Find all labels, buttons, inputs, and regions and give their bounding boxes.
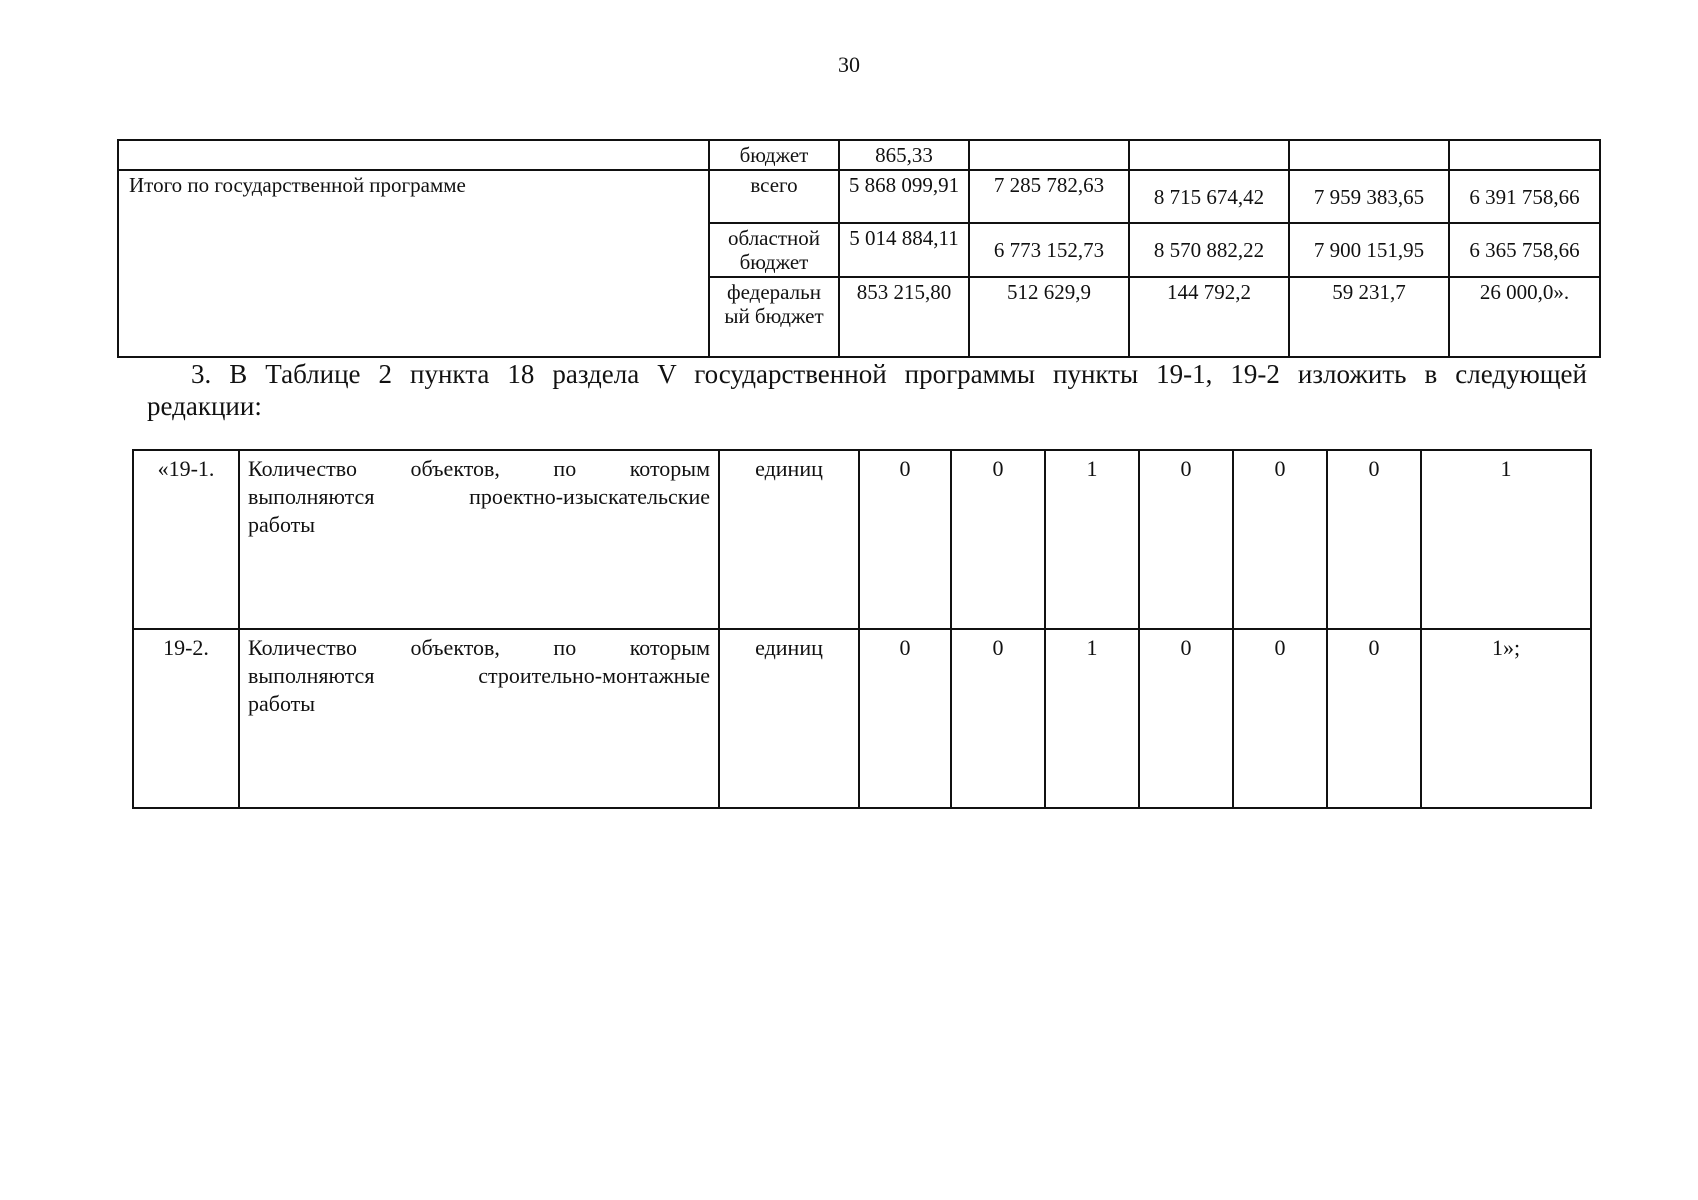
unit-cell: единиц — [719, 629, 859, 808]
value-cell: 26 000,0». — [1449, 277, 1600, 357]
value-cell: 59 231,7 — [1289, 277, 1449, 357]
value-cell: 512 629,9 — [969, 277, 1129, 357]
value-cell: 1 — [1045, 629, 1139, 808]
indicator-description-cell — [239, 450, 719, 629]
value-cell — [969, 140, 1129, 170]
value-cell: 8 570 882,22 — [1129, 223, 1289, 277]
value-cell: 6 365 758,66 — [1449, 223, 1600, 277]
total-label-cell: Итого по государственной программе — [118, 170, 709, 357]
value-cell: 5 014 884,11 — [839, 223, 969, 277]
value-cell: 1 — [1421, 450, 1591, 629]
value-cell: 0 — [951, 450, 1045, 629]
value-cell: 0 — [859, 629, 951, 808]
value-cell: 7 285 782,63 — [969, 170, 1129, 223]
value-cell: 6 773 152,73 — [969, 223, 1129, 277]
paragraph-line: редакции: — [147, 391, 262, 421]
value-cell: 0 — [1327, 629, 1421, 808]
value-cell: 0 — [1233, 629, 1327, 808]
table-row — [133, 629, 1591, 808]
funding-table — [117, 139, 1601, 358]
item-number-cell: 19-2. — [133, 629, 239, 808]
value-cell: 6 391 758,66 — [1449, 170, 1600, 223]
description-line: выполняются строительно-монтажные — [248, 663, 710, 688]
value-cell: 1»; — [1421, 629, 1591, 808]
unit-cell: единиц — [719, 450, 859, 629]
description-line: выполняются проектно-изыскательские — [248, 484, 710, 509]
value-cell: 7 959 383,65 — [1289, 170, 1449, 223]
value-cell: 1 — [1045, 450, 1139, 629]
description-line: работы — [248, 691, 316, 716]
value-cell: 865,33 — [839, 140, 969, 170]
funding-type-cell: всего — [709, 170, 839, 223]
page-number: 30 — [838, 52, 860, 77]
funding-type-cell: бюджет — [709, 140, 839, 170]
funding-type-cell: областной бюджет — [709, 223, 839, 277]
value-cell: 7 900 151,95 — [1289, 223, 1449, 277]
value-cell: 0 — [951, 629, 1045, 808]
table-row — [118, 170, 1600, 223]
funding-type-cell: федеральн ый бюджет — [709, 277, 839, 357]
value-cell — [1449, 140, 1600, 170]
value-cell: 0 — [1139, 450, 1233, 629]
value-cell: 853 215,80 — [839, 277, 969, 357]
table-row — [118, 140, 1600, 170]
description-line: работы — [248, 512, 316, 537]
paragraph-line: 3. В Таблице 2 пункта 18 раздела V государственной программы пункты 19-1, 19-2 изложить в следующей — [191, 359, 1587, 389]
value-cell: 144 792,2 — [1129, 277, 1289, 357]
value-cell: 5 868 099,91 — [839, 170, 969, 223]
value-cell — [1289, 140, 1449, 170]
empty-cell — [118, 140, 709, 170]
indicators-table — [132, 449, 1592, 809]
description-line: Количество объектов, по которым — [248, 635, 710, 660]
value-cell: 0 — [1139, 629, 1233, 808]
indicator-description-cell — [239, 629, 719, 808]
table-row — [133, 450, 1591, 629]
value-cell: 0 — [1327, 450, 1421, 629]
description-line: Количество объектов, по которым — [248, 456, 710, 481]
amendment-paragraph — [147, 358, 1587, 422]
value-cell: 8 715 674,42 — [1129, 170, 1289, 223]
value-cell — [1129, 140, 1289, 170]
item-number-cell: «19-1. — [133, 450, 239, 629]
value-cell: 0 — [859, 450, 951, 629]
value-cell: 0 — [1233, 450, 1327, 629]
